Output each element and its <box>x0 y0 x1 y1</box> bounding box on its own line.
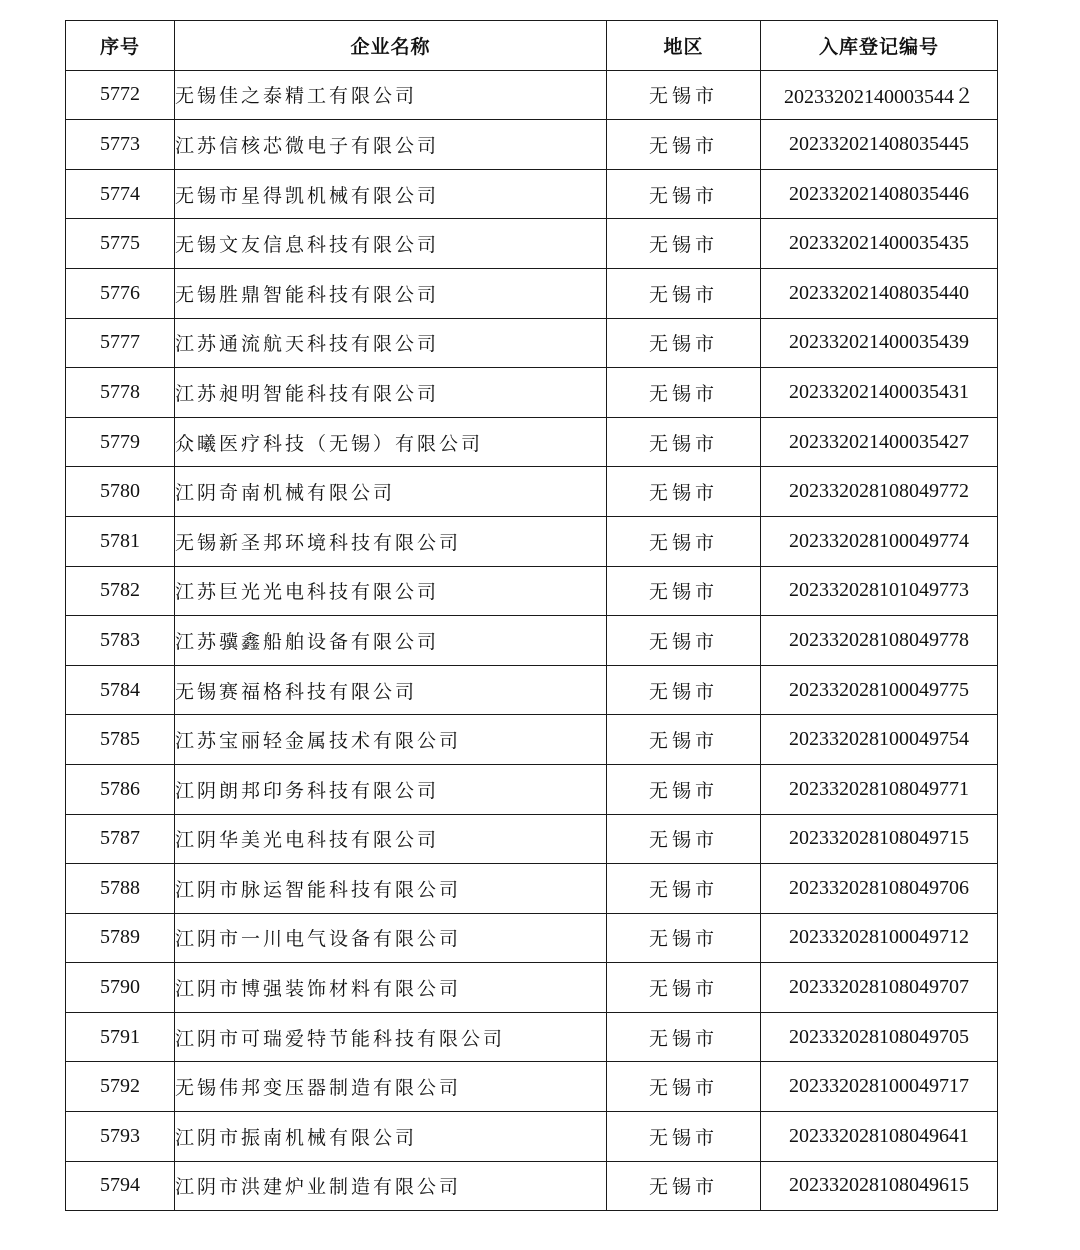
cell-registration-number: 202332028108049772 <box>761 467 998 517</box>
table-row <box>66 665 998 715</box>
cell-company-name: 无锡新圣邦环境科技有限公司 <box>175 516 607 566</box>
cell-seq: 5793 <box>66 1112 175 1162</box>
cell-registration-number: 202332028108049706 <box>761 864 998 914</box>
cell-company-name: 江阴市可瑞爱特节能科技有限公司 <box>175 1012 607 1062</box>
cell-region: 无锡市 <box>607 1161 761 1211</box>
cell-company-name: 无锡市星得凯机械有限公司 <box>175 169 607 219</box>
cell-company-name: 无锡文友信息科技有限公司 <box>175 219 607 269</box>
header-registration-number: 入库登记编号 <box>761 21 998 71</box>
cell-seq: 5772 <box>66 70 175 120</box>
cell-company-name: 江阴市洪建炉业制造有限公司 <box>175 1161 607 1211</box>
table-row <box>66 1012 998 1062</box>
cell-seq: 5782 <box>66 566 175 616</box>
cell-registration-number: 202332028100049754 <box>761 715 998 765</box>
cell-seq: 5784 <box>66 665 175 715</box>
enterprise-registry-table <box>65 20 998 1211</box>
cell-seq: 5789 <box>66 913 175 963</box>
cell-region: 无锡市 <box>607 864 761 914</box>
cell-registration-number: 202332021400035431 <box>761 368 998 418</box>
cell-registration-number: 202332028100049712 <box>761 913 998 963</box>
cell-region: 无锡市 <box>607 715 761 765</box>
cell-region: 无锡市 <box>607 467 761 517</box>
cell-region: 无锡市 <box>607 169 761 219</box>
table-row <box>66 467 998 517</box>
cell-seq: 5778 <box>66 368 175 418</box>
cell-registration-number: 202332028108049715 <box>761 814 998 864</box>
cell-company-name: 江苏宝丽轻金属技术有限公司 <box>175 715 607 765</box>
cell-seq: 5794 <box>66 1161 175 1211</box>
cell-region: 无锡市 <box>607 764 761 814</box>
cell-registration-number: 202332028101049773 <box>761 566 998 616</box>
registry-sheet <box>65 20 997 1211</box>
table-row <box>66 417 998 467</box>
cell-registration-number: 202332028108049778 <box>761 616 998 666</box>
cell-seq: 5786 <box>66 764 175 814</box>
cell-company-name: 江阴华美光电科技有限公司 <box>175 814 607 864</box>
cell-registration-number: 202332028108049615 <box>761 1161 998 1211</box>
cell-company-name: 江阴朗邦印务科技有限公司 <box>175 764 607 814</box>
cell-company-name: 江阴奇南机械有限公司 <box>175 467 607 517</box>
cell-seq: 5790 <box>66 963 175 1013</box>
cell-registration-number: 202332028108049707 <box>761 963 998 1013</box>
cell-registration-number: 202332021400035435 <box>761 219 998 269</box>
cell-seq: 5792 <box>66 1062 175 1112</box>
cell-region: 无锡市 <box>607 219 761 269</box>
cell-registration-number: 202332021408035440 <box>761 268 998 318</box>
header-row <box>66 21 998 71</box>
cell-region: 无锡市 <box>607 417 761 467</box>
cell-seq: 5785 <box>66 715 175 765</box>
header-region: 地区 <box>607 21 761 71</box>
table-row <box>66 516 998 566</box>
table-row <box>66 864 998 914</box>
cell-seq: 5791 <box>66 1012 175 1062</box>
table-row <box>66 814 998 864</box>
cell-company-name: 江阴市脉运智能科技有限公司 <box>175 864 607 914</box>
table-row <box>66 963 998 1013</box>
cell-region: 无锡市 <box>607 368 761 418</box>
cell-company-name: 江苏骥鑫船舶设备有限公司 <box>175 616 607 666</box>
table-row <box>66 169 998 219</box>
table-row <box>66 318 998 368</box>
cell-region: 无锡市 <box>607 70 761 120</box>
cell-registration-number: 202332021400035427 <box>761 417 998 467</box>
cell-company-name: 江苏巨光光电科技有限公司 <box>175 566 607 616</box>
cell-company-name: 江苏昶明智能科技有限公司 <box>175 368 607 418</box>
table-row <box>66 764 998 814</box>
cell-registration-number: 202332028100049717 <box>761 1062 998 1112</box>
cell-seq: 5776 <box>66 268 175 318</box>
cell-company-name: 众曦医疗科技（无锡）有限公司 <box>175 417 607 467</box>
cell-region: 无锡市 <box>607 516 761 566</box>
cell-region: 无锡市 <box>607 566 761 616</box>
cell-company-name: 江苏通流航天科技有限公司 <box>175 318 607 368</box>
cell-registration-number: 202332021408035445 <box>761 120 998 170</box>
cell-registration-number: 202332021400035439 <box>761 318 998 368</box>
header-seq: 序号 <box>66 21 175 71</box>
cell-region: 无锡市 <box>607 1062 761 1112</box>
cell-seq: 5773 <box>66 120 175 170</box>
cell-company-name: 无锡佳之泰精工有限公司 <box>175 70 607 120</box>
table-row <box>66 1062 998 1112</box>
cell-seq: 5774 <box>66 169 175 219</box>
table-row <box>66 219 998 269</box>
cell-seq: 5780 <box>66 467 175 517</box>
cell-registration-number: 202332021408035446 <box>761 169 998 219</box>
cell-company-name: 江阴市博强装饰材料有限公司 <box>175 963 607 1013</box>
table-body <box>66 70 998 1211</box>
cell-seq: 5783 <box>66 616 175 666</box>
cell-region: 无锡市 <box>607 814 761 864</box>
table-row <box>66 616 998 666</box>
cell-seq: 5779 <box>66 417 175 467</box>
cell-registration-number: 202332028100049774 <box>761 516 998 566</box>
cell-company-name: 无锡赛福格科技有限公司 <box>175 665 607 715</box>
cell-region: 无锡市 <box>607 913 761 963</box>
table-row <box>66 1161 998 1211</box>
table-row <box>66 1112 998 1162</box>
cell-region: 无锡市 <box>607 665 761 715</box>
cell-seq: 5788 <box>66 864 175 914</box>
table-row <box>66 70 998 120</box>
table-row <box>66 268 998 318</box>
cell-region: 无锡市 <box>607 120 761 170</box>
table-row <box>66 368 998 418</box>
cell-seq: 5787 <box>66 814 175 864</box>
table-row <box>66 566 998 616</box>
cell-company-name: 江阴市一川电气设备有限公司 <box>175 913 607 963</box>
cell-region: 无锡市 <box>607 1112 761 1162</box>
cell-region: 无锡市 <box>607 1012 761 1062</box>
header-company-name: 企业名称 <box>175 21 607 71</box>
cell-region: 无锡市 <box>607 616 761 666</box>
table-row <box>66 120 998 170</box>
cell-registration-number: 202332028108049705 <box>761 1012 998 1062</box>
cell-region: 无锡市 <box>607 318 761 368</box>
cell-company-name: 无锡伟邦变压器制造有限公司 <box>175 1062 607 1112</box>
cell-registration-number: 202332028108049641 <box>761 1112 998 1162</box>
cell-company-name: 江阴市振南机械有限公司 <box>175 1112 607 1162</box>
cell-company-name: 无锡胜鼎智能科技有限公司 <box>175 268 607 318</box>
cell-region: 无锡市 <box>607 268 761 318</box>
cell-registration-number: 202332028100049775 <box>761 665 998 715</box>
cell-seq: 5777 <box>66 318 175 368</box>
cell-seq: 5775 <box>66 219 175 269</box>
table-row <box>66 913 998 963</box>
cell-registration-number: 20233202140003544２ <box>761 70 998 120</box>
cell-seq: 5781 <box>66 516 175 566</box>
table-row <box>66 715 998 765</box>
cell-company-name: 江苏信核芯微电子有限公司 <box>175 120 607 170</box>
cell-registration-number: 202332028108049771 <box>761 764 998 814</box>
cell-region: 无锡市 <box>607 963 761 1013</box>
